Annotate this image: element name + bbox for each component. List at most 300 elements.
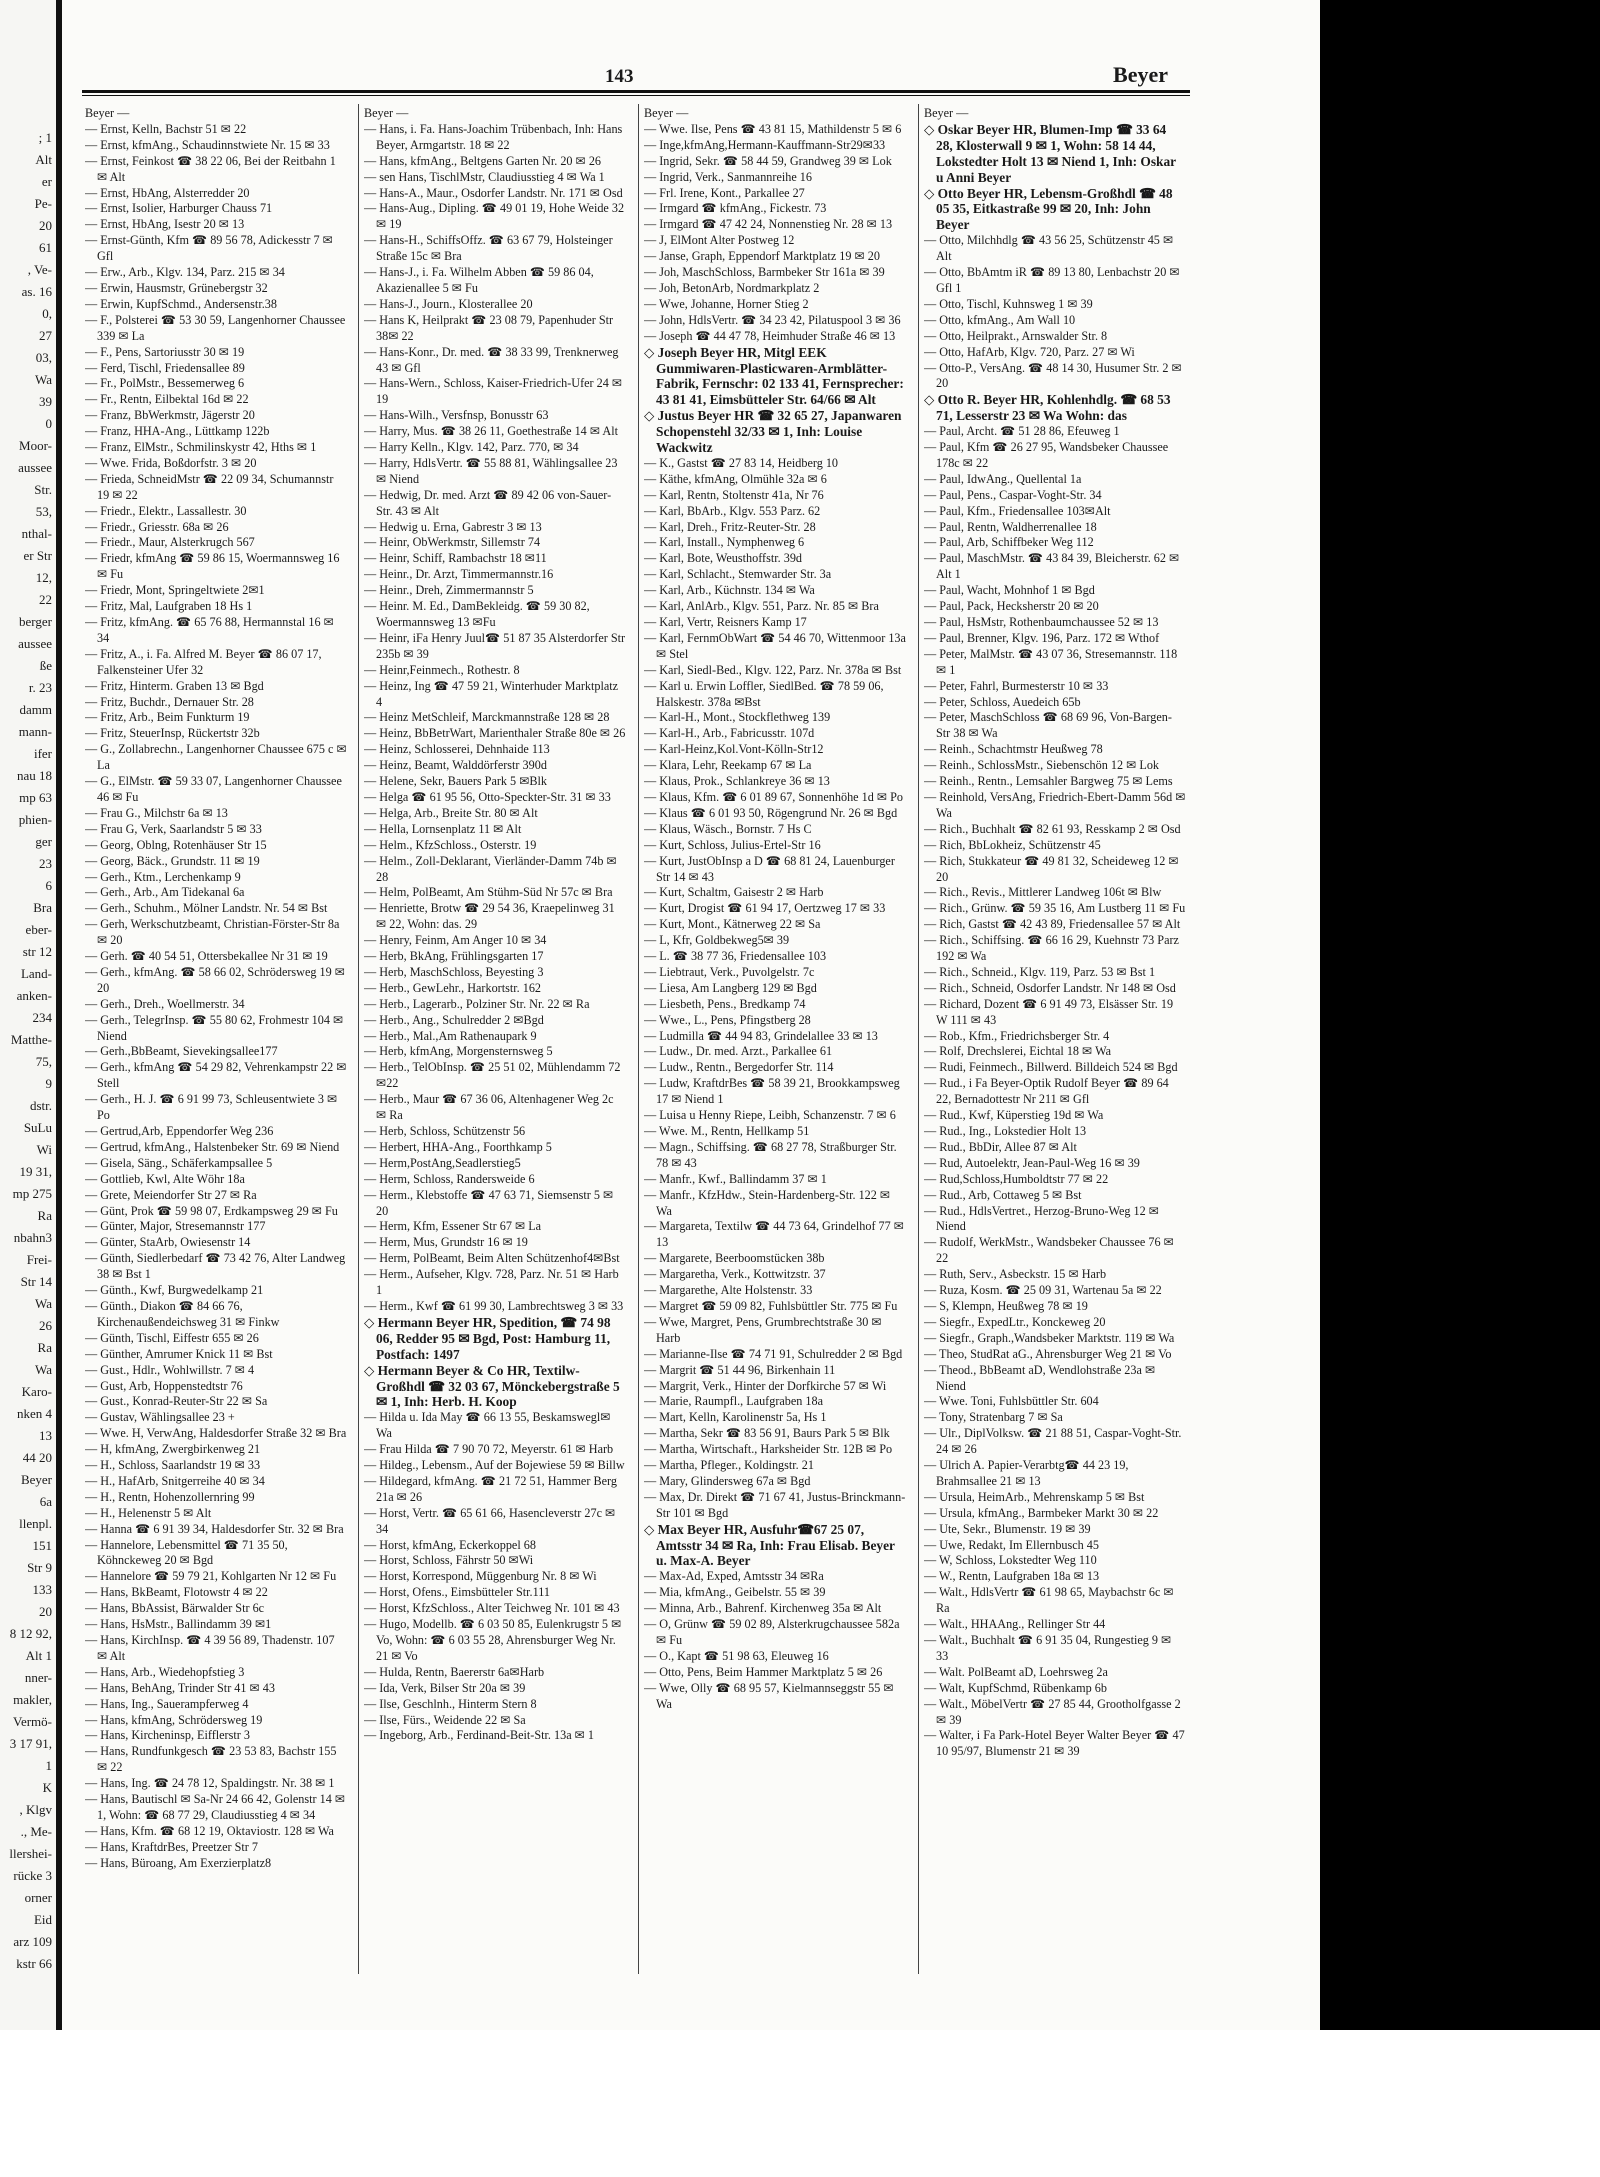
directory-entry: — Ida, Verk, Bilser Str 20a ✉ 39 (364, 1680, 526, 1695)
directory-entry: — Luisa u Henny Riepe, Leibh, Schanzenstr. 7 ✉ 6 (644, 1108, 896, 1123)
directory-entry: — Liesa, Am Langberg 129 ✉ Bgd (644, 980, 817, 995)
directory-entry: — Franz, ElMstr., Schmilinskystr 42, Hths ✉ 1 (85, 440, 317, 455)
previous-page-fragment: berger (19, 614, 52, 629)
directory-entry: — Friedr., Griesstr. 68a ✉ 26 (85, 519, 229, 534)
previous-page-fragment: 39 (39, 394, 52, 409)
directory-entry: — Paul, MaschMstr. ☎ 43 84 39, Bleicherstr. 62 ✉ Alt 1 (924, 551, 1180, 582)
directory-entry: — Fritz, kfmAng. ☎ 65 76 88, Hermannstal 16 ✉ 34 (85, 615, 334, 645)
directory-entry: — Janse, Graph, Eppendorf Marktplatz 19 ✉ 20 (644, 249, 880, 264)
directory-entry: — Heinr., Dr. Arzt, Timmermannstr.16 (364, 567, 554, 582)
directory-entry: — Herm., Klebstoffe ☎ 47 63 71, Siemsenstr 5 ✉ 20 (364, 1187, 614, 1218)
directory-entry: — Manfr., Kwf., Ballindamm 37 ✉ 1 (644, 1171, 827, 1186)
directory-entry: — F., Polsterei ☎ 53 30 59, Langenhorner Chaussee 339 ✉ La (85, 312, 346, 343)
directory-entry: — Hanna ☎ 6 91 39 34, Haldesdorfer Str. 32 ✉ Bra (85, 1521, 344, 1536)
directory-entry: — Rich, Gastst ☎ 42 43 89, Friedensallee 57 ✉ Alt (924, 917, 1181, 932)
directory-entry: — Kurt, Schloss, Julius-Ertel-Str 16 (644, 837, 821, 852)
directory-entry: — Rich., Schneid, Osdorfer Landstr. Nr 148 ✉ Osd (924, 980, 1176, 995)
directory-entry: — Otto, Pens, Beim Hammer Marktplatz 5 ✉ 26 (644, 1664, 883, 1679)
previous-page-fragment: 26 (39, 1318, 52, 1333)
directory-entry: — Rudi, Feinmech., Billwerd. Billdeich 524 ✉ Bgd (924, 1060, 1178, 1075)
directory-entry: — Minna, Arb., Bahrenf. Kirchenweg 35a ✉ Alt (644, 1601, 882, 1616)
directory-entry: — Paul, IdwAng., Quellental 1a (924, 471, 1082, 486)
directory-entry: — Helm., Zoll-Deklarant, Vierländer-Damm 74b ✉ 28 (364, 853, 617, 884)
previous-page-fragment: Matthe- (10, 1032, 52, 1047)
directory-entry: ◇ Oskar Beyer HR, Blumen-Imp ☎ 33 64 28, Klosterwall 9 ✉ 1, Wohn: 58 14 44, Lokstedter Holt 13 ✉ Niend 1, Inh: Oskar u Anni Beyer (924, 121, 1176, 185)
directory-entry: — Friedr., Elektr., Lassallestr. 30 (85, 503, 247, 518)
directory-entry: — G., Zollabrechn., Langenhorner Chaussee 675 c ✉ La (85, 742, 347, 773)
column-head: Beyer — (85, 106, 130, 120)
directory-entry: — Rud., Kwf, Küperstieg 19d ✉ Wa (924, 1108, 1104, 1123)
previous-page-fragment: ße (39, 658, 52, 673)
previous-page-fragment: nbahn3 (13, 1230, 52, 1245)
directory-entry: — Ilse, Geschlnh., Hinterm Stern 8 (364, 1696, 537, 1711)
directory-entry: — Ute, Sekr., Blumenstr. 19 ✉ 39 (924, 1521, 1091, 1536)
directory-entry: — Wwe, Margret, Pens, Grumbrechtstraße 30 ✉ Harb (644, 1314, 882, 1345)
directory-entry: — Helm., KfzSchloss., Osterstr. 19 (364, 837, 537, 852)
directory-entry: — Margret ☎ 59 09 82, Fuhlsbüttler Str. 775 ✉ Fu (644, 1298, 898, 1313)
previous-page-fragment: Str. (34, 482, 52, 497)
page-number: 143 (605, 66, 634, 87)
previous-page-fragment: er (41, 174, 52, 189)
directory-entry: — Karl, Dreh., Fritz-Reuter-Str. 28 (644, 519, 816, 534)
directory-entry: — Paul, Rentn, Waldherrenallee 18 (924, 519, 1097, 534)
directory-entry: — Rud, Autoelektr, Jean-Paul-Weg 16 ✉ 39 (924, 1155, 1140, 1170)
directory-entry: — Fritz, A., i. Fa. Alfred M. Beyer ☎ 86 07 17, Falkensteiner Ufer 32 (85, 646, 322, 677)
directory-entry: — Inge,kfmAng,Hermann-Kauffmann-Str29✉33 (644, 137, 886, 152)
previous-page-fragment: mann- (18, 724, 52, 739)
directory-entry: — Siegfr., Graph.,Wandsbeker Marktstr. 119 ✉ Wa (924, 1330, 1175, 1345)
directory-entry: — Gust, Arb, Hoppenstedtstr 76 (85, 1378, 243, 1393)
directory-entry: — Herb., TelObInsp. ☎ 25 51 02, Mühlendamm 72✉22 (364, 1060, 621, 1091)
directory-entry: — H., HafArb, Snitgerreihe 40 ✉ 34 (85, 1473, 265, 1488)
directory-entry: — Reinh., SchlossMstr., Siebenschön 12 ✉ Lok (924, 758, 1160, 773)
directory-entry: — Erwin, KupfSchmd., Andersenstr.38 (85, 296, 277, 311)
directory-entry: — Wwe. M., Rentn, Hellkamp 51 (644, 1124, 810, 1138)
directory-entry: ◇ Joseph Beyer HR, Mitgl EEK Gummiwaren-Plasticwaren-Armblätter-Fabrik, Fernschr: 02 133 41, Fernsprecher: 43 81 41, Eimsbütteler Str. 64/66 ✉ Alt (644, 344, 904, 408)
directory-entry: — Heinz, BbBetrWart, Marienthaler Straße 80e ✉ 26 (364, 726, 626, 741)
previous-page-fragment: dstr. (29, 1098, 52, 1113)
directory-column-4 (924, 106, 1186, 1976)
directory-entry: — Rud,Schloss,Humboldtstr 77 ✉ 22 (924, 1171, 1109, 1186)
directory-entry: — Martha, Pfleger., Koldingstr. 21 (644, 1458, 814, 1473)
previous-page-fragment: Wa (35, 1296, 52, 1311)
directory-entry: — Hans-Konr., Dr. med. ☎ 38 33 99, Trenknerweg 43 ✉ Gfl (364, 344, 619, 375)
directory-entry: — Karl, Siedl-Bed., Klgv. 122, Parz. Nr. 378a ✉ Bst (644, 662, 902, 677)
previous-page-fragment: Pe- (34, 196, 52, 211)
directory-entry: — H., Schloss, Saarlandstr 19 ✉ 33 (85, 1458, 261, 1473)
directory-column-2 (364, 106, 626, 1976)
directory-entry: — Käthe, kfmAng, Olmühle 32a ✉ 6 (644, 471, 827, 486)
directory-entry: — Helga, Arb., Breite Str. 80 ✉ Alt (364, 805, 538, 820)
directory-entry: — Hans, Ing. ☎ 24 78 12, Spaldingstr. Nr. 38 ✉ 1 (85, 1776, 335, 1791)
directory-entry: — Günth., Kwf, Burgwedelkamp 21 (85, 1283, 264, 1298)
header-rule-thin (82, 95, 1190, 96)
directory-entry: — Hella, Lornsenplatz 11 ✉ Alt (364, 821, 522, 836)
directory-entry: — Margrit, Verk., Hinter der Dorfkirche 57 ✉ Wi (644, 1378, 887, 1393)
directory-entry: — Hans-Wilh., Versfnsp, Bonusstr 63 (364, 408, 549, 423)
directory-entry: — Otto-P., VersAng. ☎ 48 14 30, Husumer Str. 2 ✉ 20 (924, 360, 1182, 391)
directory-entry: — Joh, BetonArb, Nordmarkplatz 2 (644, 280, 820, 295)
directory-entry: — Manfr., KfzHdw., Stein-Hardenberg-Str. 122 ✉ Wa (644, 1187, 891, 1218)
directory-entry: — Hans-H., SchiffsOffz. ☎ 63 67 79, Holsteinger Straße 15c ✉ Bra (364, 233, 613, 264)
directory-entry: — Herb, BkAng, Frühlingsgarten 17 (364, 949, 544, 964)
directory-entry: — Karl-H., Mont., Stockflethweg 139 (644, 710, 831, 725)
directory-entry: — Herb, MaschSchloss, Beyesting 3 (364, 964, 544, 979)
directory-entry: ◇ Otto Beyer HR, Lebensm-Großhdl ☎ 48 05 35, Eitkastraße 99 ✉ 20, Inh: John Beyer (924, 185, 1173, 233)
directory-entry: — Hans-J., i. Fa. Wilhelm Abben ☎ 59 86 04, Akazienallee 5 ✉ Fu (364, 265, 594, 295)
previous-page-fragment: Wa (35, 372, 52, 387)
previous-page-fragment: 27 (39, 328, 52, 343)
directory-entry: — Walt, KupfSchmd, Rübenkamp 6b (924, 1680, 1107, 1695)
directory-entry: — Otto, HafArb, Klgv. 720, Parz. 27 ✉ Wi (924, 344, 1135, 359)
directory-entry: — Ludw, KraftdrBes ☎ 58 39 21, Brookkampsweg 17 ✉ Niend 1 (644, 1076, 900, 1107)
directory-entry: ◇ Hermann Beyer HR, Spedition, ☎ 74 98 06, Redder 95 ✉ Bgd, Post: Hamburg 11, Postfach: 1497 (364, 1314, 611, 1362)
directory-entry: — Gerh., kfmAng ☎ 54 29 82, Vehrenkampstr 22 ✉ Stell (85, 1060, 347, 1091)
previous-page-fragment: , Klgv (19, 1802, 52, 1817)
directory-entry: — Karl, Install., Nymphenweg 6 (644, 535, 805, 550)
directory-entry: — Frau G., Milchstr 6a ✉ 13 (85, 805, 228, 820)
directory-entry: — Karl, Schlacht., Stemwarder Str. 3a (644, 567, 832, 582)
directory-entry: — Martha, Wirtschaft., Harksheider Str. 12B ✉ Po (644, 1442, 893, 1457)
previous-page-fragment: nken 4 (16, 1406, 52, 1421)
directory-entry: — Mart, Kelln, Karolinenstr 5a, Hs 1 (644, 1410, 827, 1425)
directory-entry: — Hans, kfmAng, Schrödersweg 19 (85, 1712, 263, 1727)
directory-entry: — Wwe. Ilse, Pens ☎ 43 81 15, Mathildenstr 5 ✉ 6 (644, 121, 902, 136)
directory-entry: — Günth, Siedlerbedarf ☎ 73 42 76, Alter Landweg 38 ✉ Bst 1 (85, 1251, 346, 1282)
previous-page-fragment: nner- (24, 1670, 52, 1685)
directory-entry: — Max, Dr. Direkt ☎ 71 67 41, Justus-Brinckmann-Str 101 ✉ Bgd (644, 1489, 906, 1520)
directory-entry: — Heinr, iFa Henry Juul☎ 51 87 35 Alsterdorfer Str 235b ✉ 39 (364, 630, 626, 661)
previous-page-fragment: SuLu (23, 1120, 52, 1135)
previous-page-fragment: 61 (39, 240, 52, 255)
previous-page-fragment: Eid (33, 1912, 52, 1927)
directory-entry: — Hannelore ☎ 59 79 21, Kohlgarten Nr 12 ✉ Fu (85, 1569, 337, 1584)
directory-entry: — Otto, Milchhdlg ☎ 43 56 25, Schützenstr 45 ✉ Alt (924, 233, 1174, 264)
directory-entry: — Friedr, kfmAng ☎ 59 86 15, Woermannsweg 16 ✉ Fu (85, 551, 340, 582)
directory-entry: — Günter, StaArb, Owiesenstr 14 (85, 1235, 251, 1250)
directory-entry: — Friedr., Maur, Alsterkrugch 567 (85, 535, 255, 550)
previous-page-fragment: aussee (18, 460, 52, 475)
directory-entry: — F., Pens, Sartoriusstr 30 ✉ 19 (85, 344, 245, 359)
directory-entry: — Ferd, Tischl, Friedensallee 89 (85, 360, 245, 375)
directory-entry: — Peter, MalMstr. ☎ 43 07 36, Stresemannstr. 118 ✉ 1 (924, 646, 1178, 677)
directory-entry: — W., Rentn, Laufgraben 18a ✉ 13 (924, 1569, 1100, 1584)
scan-border-right (1320, 0, 1600, 2030)
directory-entry: — L. ☎ 38 77 36, Friedensallee 103 (644, 949, 827, 964)
directory-entry: — Ilse, Fürs., Weidende 22 ✉ Sa (364, 1712, 526, 1727)
previous-page-fragment: Alt 1 (25, 1648, 52, 1663)
previous-page-fragment: makler, (13, 1692, 52, 1707)
directory-entry: — Ernst, kfmAng., Schaudinnstwiete Nr. 15 ✉ 33 (85, 137, 330, 152)
directory-entry: — Rolf, Drechslerei, Eichtal 18 ✉ Wa (924, 1044, 1112, 1059)
previous-page-fragment: 20 (39, 218, 52, 233)
directory-entry: — Gerh., kfmAng. ☎ 58 66 02, Schrödersweg 19 ✉ 20 (85, 964, 345, 995)
directory-entry: — Gerh., Dreh., Woellmerstr. 34 (85, 996, 245, 1011)
directory-entry: — Kurt, Drogist ☎ 61 94 17, Oertzweg 17 ✉ 33 (644, 901, 886, 916)
directory-entry: — Horst, KfzSchloss., Alter Teichweg Nr. 101 ✉ 43 (364, 1601, 620, 1616)
directory-entry: — Peter, Fahrl, Burmesterstr 10 ✉ 33 (924, 678, 1109, 693)
directory-entry: — Karl-Heinz,Kol.Vont-Kölln-Str12 (644, 742, 824, 757)
directory-entry: — H, kfmAng, Zwergbirkenweg 21 (85, 1442, 261, 1457)
directory-entry: — Hans K, Heilprakt ☎ 23 08 79, Papenhuder Str 38✉ 22 (364, 312, 614, 343)
directory-entry: — Gisela, Säng., Schäferkampsallee 5 (85, 1155, 273, 1170)
directory-entry: — Friedr, Mont, Springeltwiete 2✉1 (85, 583, 265, 598)
directory-entry: — O, Grünw ☎ 59 02 89, Alsterkrugchaussee 582a ✉ Fu (644, 1617, 900, 1647)
directory-entry: — Fritz, Hinterm. Graben 13 ✉ Bgd (85, 678, 264, 693)
column-head: Beyer — (924, 106, 969, 120)
directory-entry: — Ingeborg, Arb., Ferdinand-Beit-Str. 13a ✉ 1 (364, 1728, 595, 1743)
directory-entry: — Karl, AnlArb., Klgv. 551, Parz. Nr. 85 ✉ Bra (644, 599, 879, 614)
directory-entry: — Peter, Schloss, Auedeich 65b (924, 694, 1081, 709)
directory-entry: — Peter, MaschSchloss ☎ 68 69 96, Von-Bargen-Str 38 ✉ Wa (924, 710, 1172, 741)
directory-entry: — Hans, kfmAng., Beltgens Garten Nr. 20 ✉ 26 (364, 153, 602, 168)
directory-entry: — Hans, Bautischl ✉ Sa-Nr 24 66 42, Golenstr 14 ✉ 1, Wohn: ☎ 68 77 29, Claudiusstieg 4 ✉ 34 (85, 1792, 346, 1822)
directory-entry: — Herb., Maur ☎ 67 36 06, Altenhagener Weg 2c ✉ Ra (364, 1092, 614, 1123)
directory-entry: — Ursula, kfmAng., Barmbeker Markt 30 ✉ 22 (924, 1505, 1159, 1520)
directory-entry: — Joseph ☎ 44 47 78, Heimhuder Straße 46 ✉ 13 (644, 328, 896, 343)
directory-entry: — Heinr, ObWerkmstr, Sillemstr 74 (364, 535, 541, 550)
directory-entry: — Rich., Revis., Mittlerer Landweg 106t ✉ Blw (924, 885, 1162, 900)
previous-page-fragment: arz 109 (13, 1934, 52, 1949)
directory-entry: — Martha, Sekr ☎ 83 56 91, Baurs Park 5 ✉ Blk (644, 1426, 890, 1441)
directory-entry: — Liebtraut, Verk., Puvolgelstr. 7c (644, 964, 815, 979)
previous-page-fragment: 12, (35, 570, 52, 585)
directory-entry: — Liesbeth, Pens., Bredkamp 74 (644, 996, 806, 1011)
column-divider (638, 104, 639, 1974)
directory-entry: — Fr., PolMstr., Bessemerweg 6 (85, 376, 245, 391)
directory-entry: — Marianne-Ilse ☎ 74 71 91, Schulredder 2 ✉ Bgd (644, 1346, 903, 1361)
directory-entry: — Otto, Heilprakt., Arnswalder Str. 8 (924, 328, 1108, 343)
directory-entry: — Günt, Prok ☎ 59 98 07, Erdkampsweg 29 ✉ Fu (85, 1203, 338, 1218)
directory-entry: ◇ Otto R. Beyer HR, Kohlenhdlg. ☎ 68 53 71, Lesserstr 23 ✉ Wa Wohn: das (924, 392, 1171, 424)
directory-entry: — Gottlieb, Kwl, Alte Wöhr 18a (85, 1171, 245, 1186)
previous-page-fragment: kstr 66 (16, 1956, 52, 1971)
directory-entry: — Rob., Kfm., Friedrichsberger Str. 4 (924, 1028, 1110, 1043)
directory-entry: — Karl u. Erwin Loffler, SiedlBed. ☎ 78 59 06, Halskestr. 378a ✉Bst (644, 678, 884, 709)
directory-entry: — Horst, Schloss, Fährstr 50 ✉Wi (364, 1553, 534, 1568)
directory-entry: — Ingrid, Sekr. ☎ 58 44 59, Grandweg 39 ✉ Lok (644, 153, 892, 168)
directory-entry: — Hedwig u. Erna, Gabrestr 3 ✉ 13 (364, 519, 542, 534)
directory-entry: — Klara, Lehr, Reekamp 67 ✉ La (644, 758, 812, 773)
previous-page-fragment: rücke 3 (13, 1868, 52, 1883)
previous-page-fragment: Vermö- (13, 1714, 52, 1729)
directory-entry: — Hans-Wern., Schloss, Kaiser-Friedrich-Ufer 24 ✉ 19 (364, 376, 623, 407)
directory-entry: — Ernst-Günth, Kfm ☎ 89 56 78, Adickesstr 7 ✉ Gfl (85, 233, 333, 264)
directory-entry: — Mia, kfmAng., Geibelstr. 55 ✉ 39 (644, 1585, 826, 1600)
directory-entry: — Rich., Schneid., Klgv. 119, Parz. 53 ✉ Bst 1 (924, 964, 1156, 979)
directory-entry: — Walt. PolBeamt aD, Loehrsweg 2a (924, 1664, 1108, 1679)
previous-page-fragment: K (42, 1780, 52, 1795)
directory-entry: — Paul, Archt. ☎ 51 28 86, Efeuweg 1 (924, 424, 1120, 439)
directory-entry: — Heinz, Schlosserei, Dehnhaide 113 (364, 742, 550, 757)
directory-entry: — Ruth, Serv., Asbeckstr. 15 ✉ Harb (924, 1267, 1107, 1282)
previous-page-edge (0, 0, 62, 2030)
directory-entry: — Karl, BbArb., Klgv. 553 Parz. 62 (644, 503, 821, 518)
previous-page-fragment: 234 (32, 1010, 52, 1025)
directory-entry: — Herm., Kwf ☎ 61 99 30, Lambrechtsweg 3 ✉ 33 (364, 1298, 624, 1313)
directory-entry: — Rich., Buchhalt ☎ 82 61 93, Resskamp 2 ✉ Osd (924, 821, 1181, 836)
directory-entry: — Margarete, Beerboomstücken 38b (644, 1251, 825, 1266)
directory-entry: — G., ElMstr. ☎ 59 33 07, Langenhorner Chaussee 46 ✉ Fu (85, 774, 342, 804)
directory-entry: — Hildeg., Lebensm., Auf der Bojewiese 59 ✉ Billw (364, 1458, 625, 1473)
directory-entry: — Frau Hilda ☎ 7 90 70 72, Meyerstr. 61 ✉ Harb (364, 1442, 614, 1457)
directory-entry: — Reinhold, VersAng, Friedrich-Ebert-Damm 56d ✉ Wa (924, 789, 1186, 820)
previous-page-fragment: 13 (39, 1428, 52, 1443)
directory-entry: — Frau G, Verk, Saarlandstr 5 ✉ 33 (85, 821, 262, 836)
directory-entry: — Paul, Pack, Hecksherstr 20 ✉ 20 (924, 599, 1099, 614)
directory-entry: — Margarethe, Alte Holstenstr. 33 (644, 1283, 813, 1298)
directory-entry: — Ernst, Isolier, Harburger Chauss 71 (85, 201, 273, 216)
directory-entry: — Heinz MetSchleif, Marckmannstraße 128 ✉ 28 (364, 710, 610, 725)
directory-entry: — Gerh., TelegrInsp. ☎ 55 80 62, Frohmestr 104 ✉ Niend (85, 1012, 344, 1043)
directory-entry: — Rich., Grünw. ☎ 59 35 16, Am Lustberg 11 ✉ Fu (924, 901, 1186, 916)
directory-entry: — Joh, MaschSchloss, Barmbeker Str 161a ✉ 39 (644, 265, 885, 280)
directory-entry: — Klaus, Kfm. ☎ 6 01 89 67, Sonnenhöhe 1d ✉ Po (644, 789, 903, 804)
directory-entry: — Klaus ☎ 6 01 93 50, Rögengrund Nr. 26 ✉ Bgd (644, 805, 898, 820)
previous-page-fragment: 1 (45, 1758, 52, 1773)
directory-entry: — Reinh., Rentn., Lemsahler Bargweg 75 ✉ Lems (924, 774, 1173, 789)
directory-entry: — Klaus, Prok., Schlankreye 36 ✉ 13 (644, 774, 830, 789)
directory-entry: — K., Gastst ☎ 27 83 14, Heidberg 10 (644, 455, 839, 470)
previous-page-fragment: Ra (37, 1208, 52, 1223)
directory-entry: — Herb., Lagerarb., Polziner Str. Nr. 22 ✉ Ra (364, 996, 590, 1011)
directory-entry: — Siegfr., ExpedLtr., Konckeweg 20 (924, 1314, 1106, 1329)
directory-column-1 (85, 106, 347, 1976)
directory-entry: — Ludw., Rentn., Bergedorfer Str. 114 (644, 1060, 834, 1075)
previous-page-fragment: 133 (32, 1582, 52, 1597)
previous-page-fragment: 151 (32, 1538, 52, 1553)
directory-entry: — Gerh. ☎ 40 54 51, Ottersbekallee Nr 31 ✉ 19 (85, 949, 328, 964)
directory-entry: — Rich., Schiffsing. ☎ 66 16 29, Kuehnstr 73 Parz 192 ✉ Wa (924, 933, 1179, 964)
directory-entry: — Kurt, Schaltm, Gaisestr 2 ✉ Harb (644, 885, 824, 900)
directory-entry: — sen Hans, TischlMstr, Claudiusstieg 4 ✉ Wa 1 (364, 169, 605, 184)
directory-entry: — Rich, Stukkateur ☎ 49 81 32, Scheideweg 12 ✉ 20 (924, 853, 1179, 884)
directory-entry: — Erw., Arb., Klgv. 134, Parz. 215 ✉ 34 (85, 265, 285, 280)
directory-entry: — Paul, Pens., Caspar-Voght-Str. 34 (924, 487, 1102, 502)
directory-entry: — Gerh., Schuhm., Mölner Landstr. Nr. 54 ✉ Bst (85, 901, 328, 916)
directory-entry: — Fr., Rentn, Eilbektal 16d ✉ 22 (85, 392, 249, 407)
directory-entry: — Ludmilla ☎ 44 94 83, Grindelallee 33 ✉ 13 (644, 1028, 878, 1043)
directory-entry: — J, ElMont Alter Postweg 12 (644, 233, 795, 248)
directory-entry: — Ruza, Kosm. ☎ 25 09 31, Wartenau 5a ✉ 22 (924, 1283, 1162, 1298)
directory-entry: — Rud., i Fa Beyer-Optik Rudolf Beyer ☎ 89 64 22, Bernadottestr Nr 211 ✉ Gfl (924, 1076, 1169, 1107)
directory-entry: — Gust., Hdlr., Wohlwillstr. 7 ✉ 4 (85, 1362, 255, 1377)
directory-entry: — Günter, Major, Stresemannstr 177 (85, 1219, 266, 1234)
directory-entry: — W, Schloss, Lokstedter Weg 110 (924, 1553, 1097, 1568)
previous-page-fragment: 03, (35, 350, 52, 365)
previous-page-fragment: ; 1 (38, 130, 52, 145)
directory-entry: — Marie, Raumpfl., Laufgraben 18a (644, 1394, 824, 1409)
directory-entry: — Richard, Dozent ☎ 6 91 49 73, Elsässer Str. 19 W 111 ✉ 43 (924, 996, 1174, 1027)
previous-page-fragment: 0, (42, 306, 52, 321)
directory-entry: — Gertrud, kfmAng., Halstenbeker Str. 69 ✉ Niend (85, 1139, 340, 1154)
directory-entry: — Theo, StudRat aG., Ahrensburger Weg 21 ✉ Vo (924, 1346, 1172, 1361)
directory-entry: — Herb, Schloss, Schützenstr 56 (364, 1124, 526, 1138)
directory-entry: — Uwe, Redakt, Im Ellernbusch 45 (924, 1537, 1099, 1552)
directory-entry: — Gerh.,BbBeamt, Sievekingsallee177 (85, 1044, 278, 1059)
previous-page-fragment: Beyer (20, 1472, 52, 1487)
previous-page-fragment: 22 (39, 592, 52, 607)
directory-entry: — Fritz, Buchdr., Dernauer Str. 28 (85, 694, 254, 709)
running-head: Beyer (1113, 62, 1168, 87)
directory-entry: — Herm,PostAng,Seadlerstieg5 (364, 1155, 521, 1170)
directory-entry: — Gerh., Ktm., Lerchenkamp 9 (85, 869, 241, 884)
directory-entry: ◇ Justus Beyer HR ☎ 32 65 27, Japanwaren Schopenstehl 32/33 ✉ 1, Inh: Louise Wackwitz (644, 408, 902, 456)
directory-entry: — Günth, Tischl, Eiffestr 655 ✉ 26 (85, 1330, 259, 1345)
directory-entry: — Rudolf, WerkMstr., Wandsbeker Chaussee 76 ✉ 22 (924, 1235, 1174, 1266)
directory-entry: — Walt., HHAAng., Rellinger Str 44 (924, 1617, 1106, 1632)
previous-page-fragment: 6 (45, 878, 52, 893)
directory-entry: — Karl, Rentn, Stoltenstr 41a, Nr 76 (644, 487, 824, 502)
directory-entry: — L, Kfr, Goldbekweg5✉ 39 (644, 933, 790, 948)
directory-entry: — Heinz, Beamt, Walddörferstr 390d (364, 758, 547, 773)
directory-entry: — Georg, Bäck., Grundstr. 11 ✉ 19 (85, 853, 260, 868)
directory-entry: — Ludw., Dr. med. Arzt., Parkallee 61 (644, 1044, 833, 1059)
previous-page-fragment: Str 9 (27, 1560, 52, 1575)
directory-entry: — Irmgard ☎ 47 42 24, Nonnenstieg Nr. 28 ✉ 13 (644, 217, 893, 232)
previous-page-fragment: ger (35, 834, 52, 849)
column-head: Beyer — (364, 106, 409, 120)
directory-entry: — Herb., GewLehr., Harkortstr. 162 (364, 980, 542, 995)
directory-entry: — Herb., Mal.,Am Rathenaupark 9 (364, 1028, 537, 1043)
directory-entry: — Herb., Ang., Schulredder 2 ✉Bgd (364, 1012, 544, 1027)
directory-entry: — Max-Ad, Exped, Amtsstr 34 ✉Ra (644, 1569, 824, 1584)
directory-entry: — Karl, Vertr, Reisners Kamp 17 (644, 615, 807, 629)
directory-entry: — Horst, Vertr. ☎ 65 61 66, Hasencleverstr 27c ✉ 34 (364, 1505, 616, 1536)
directory-entry: — Kurt, JustObInsp a D ☎ 68 81 24, Lauenburger Str 14 ✉ 43 (644, 853, 895, 884)
directory-entry: — Harry Kelln., Klgv. 142, Parz. 770, ✉ 34 (364, 440, 579, 455)
column-head: Beyer — (644, 106, 689, 120)
directory-entry: — Ursula, HeimArb., Mehrenskamp 5 ✉ Bst (924, 1489, 1145, 1504)
directory-entry: — Ernst, Kelln, Bachstr 51 ✉ 22 (85, 121, 247, 136)
directory-entry: — Paul, Arb, Schiffbeker Weg 112 (924, 535, 1094, 550)
directory-entry: — Hans, HsMstr., Ballindamm 39 ✉1 (85, 1617, 272, 1632)
directory-entry: — Frl. Irene, Kont., Parkallee 27 (644, 185, 805, 200)
previous-page-fragment: r. 23 (28, 680, 52, 695)
directory-entry: — Paul, Wacht, Mohnhof 1 ✉ Bgd (924, 583, 1095, 598)
directory-entry: — Karl, FernmObWart ☎ 54 46 70, Wittenmoor 13a ✉ Stel (644, 630, 906, 661)
previous-page-fragment: nthal- (21, 526, 52, 541)
previous-page-fragment: ifer (33, 746, 52, 761)
directory-entry: — Hans, BbAssist, Bärwalder Str 6c (85, 1601, 265, 1616)
directory-entry: — Heinr,Feinmech., Rothestr. 8 (364, 662, 520, 677)
directory-entry: — Gerh, Werkschutzbeamt, Christian-Förster-Str 8a ✉ 20 (85, 917, 340, 948)
directory-entry: — Helene, Sekr, Bauers Park 5 ✉Blk (364, 774, 548, 789)
previous-page-fragment: 9 (45, 1076, 52, 1091)
header-rule (82, 90, 1190, 93)
directory-entry: — Henriette, Brotw ☎ 29 54 36, Kraepelinweg 31 ✉ 22, Wohn: das. 29 (364, 901, 615, 932)
directory-entry: — Ernst, HbAng, Isestr 20 ✉ 13 (85, 217, 245, 232)
directory-entry: — Hans, Arb., Wiedehopfstieg 3 (85, 1664, 245, 1679)
directory-entry: — Hildegard, kfmAng. ☎ 21 72 51, Hammer Berg 21a ✉ 26 (364, 1473, 617, 1504)
previous-page-fragment: 44 20 (22, 1450, 52, 1465)
directory-entry: — H., Helenenstr 5 ✉ Alt (85, 1505, 212, 1520)
directory-entry: — Hans, Kircheninsp, Eifflerstr 3 (85, 1728, 250, 1743)
directory-entry: — Georg, Oblng, Rotenhäuser Str 15 (85, 837, 267, 852)
directory-entry: — Wwe, Johanne, Horner Stieg 2 (644, 296, 809, 311)
directory-entry: — Walt., HdlsVertr ☎ 61 98 65, Maybachstr 6c ✉ Ra (924, 1585, 1174, 1616)
previous-page-fragment: Bra (33, 900, 52, 915)
previous-page-fragment: orner (24, 1890, 52, 1905)
directory-entry: — Hans-Aug., Dipling. ☎ 49 01 19, Hohe Weide 32 ✉ 19 (364, 201, 625, 232)
previous-page-fragment: Wa (35, 1362, 52, 1377)
directory-entry: — Hans, KraftdrBes, Preetzer Str 7 (85, 1839, 258, 1854)
directory-entry: — Otto, Tischl, Kuhnsweg 1 ✉ 39 (924, 296, 1093, 311)
directory-entry: ◇ Max Beyer HR, Ausfuhr☎67 25 07, Amtsstr 34 ✉ Ra, Inh: Frau Elisab. Beyer u. Max-A. Beyer (644, 1521, 895, 1569)
directory-column-3 (644, 106, 906, 1976)
directory-entry: — Hugo, Modellb. ☎ 6 03 50 85, Eulenkrugstr 5 ✉ Vo, Wohn: ☎ 6 03 55 28, Ahrensburger Weg Nr. 21 ✉ Vo (364, 1617, 622, 1663)
directory-entry: — Walt., MöbelVertr ☎ 27 85 44, Grootholfgasse 2 ✉ 39 (924, 1696, 1181, 1727)
